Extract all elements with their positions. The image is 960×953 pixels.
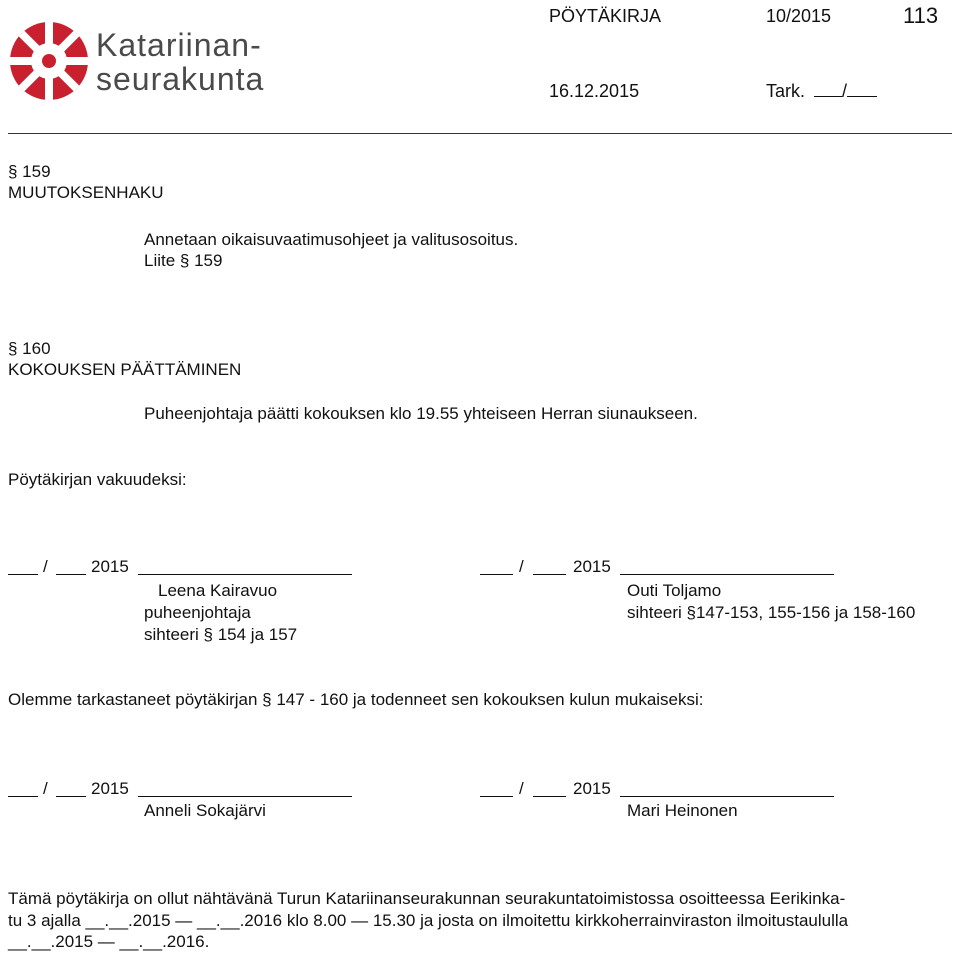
reviewer-2-name: Mari Heinonen bbox=[627, 801, 738, 820]
review-month-blank-right bbox=[533, 796, 566, 797]
section-159-attachment: Liite § 159 bbox=[144, 251, 223, 270]
review-month-blank bbox=[56, 796, 86, 797]
review-day-blank bbox=[8, 796, 38, 797]
section-159-title: MUUTOKSENHAKU bbox=[8, 183, 164, 202]
check-separator: / bbox=[842, 81, 848, 101]
section-159-number: § 159 bbox=[8, 162, 51, 181]
review-year-right: 2015 bbox=[573, 779, 611, 798]
section-160-body: Puheenjohtaja päätti kokouksen klo 19.55 yhteiseen Herran siunaukseen. bbox=[144, 404, 698, 423]
notice-line-2: tu 3 ajalla __.__.2015 — __.__.2016 klo 8.00 — 15.30 ja josta on ilmoitettu kirkkoherrainviraston ilmoitustaululla bbox=[8, 911, 849, 930]
signature-line-secretary bbox=[620, 574, 834, 575]
review-date-sep-right: / bbox=[519, 779, 524, 798]
check-initial-blank-2 bbox=[847, 80, 877, 97]
review-date-sep: / bbox=[43, 779, 48, 798]
doc-date: 16.12.2015 bbox=[549, 81, 640, 101]
doc-type: PÖYTÄKIRJA bbox=[549, 6, 662, 26]
sign-year-right: 2015 bbox=[573, 557, 611, 576]
chair-name: Leena Kairavuo bbox=[158, 581, 278, 600]
parish-emblem-icon bbox=[6, 20, 92, 102]
sign-year: 2015 bbox=[91, 557, 129, 576]
sign-date-sep-right: / bbox=[519, 557, 524, 576]
signatures-heading: Pöytäkirjan vakuudeksi: bbox=[8, 470, 187, 489]
notice-line-1: Tämä pöytäkirja on ollut nähtävänä Turun Katariinanseurakunnan seurakuntatoimistossa osoitteessa Eerikinka- bbox=[8, 889, 846, 908]
signature-line-reviewer-1 bbox=[138, 796, 352, 797]
section-160-title: KOKOUKSEN PÄÄTTÄMINEN bbox=[8, 360, 242, 379]
chair-role: puheenjohtaja bbox=[144, 603, 251, 622]
sign-day-blank-right bbox=[480, 574, 513, 575]
signature-line-chair bbox=[138, 574, 352, 575]
doc-number: 10/2015 bbox=[766, 6, 832, 26]
check-initial-blank-1 bbox=[814, 80, 842, 97]
header-divider bbox=[8, 133, 952, 134]
chair-role-secretary: sihteeri § 154 ja 157 bbox=[144, 625, 298, 644]
sign-date-sep: / bbox=[43, 557, 48, 576]
sign-day-blank bbox=[8, 574, 38, 575]
review-day-blank-right bbox=[480, 796, 513, 797]
parish-name-line2: seurakunta bbox=[96, 61, 265, 97]
section-159-body: Annetaan oikaisuvaatimusohjeet ja valitusosoitus. bbox=[144, 230, 519, 249]
sign-month-blank-right bbox=[533, 574, 566, 575]
signature-line-reviewer-2 bbox=[620, 796, 834, 797]
page-number: 113 bbox=[903, 3, 939, 28]
secretary-role: sihteeri §147-153, 155-156 ja 158-160 bbox=[627, 603, 916, 622]
section-160-number: § 160 bbox=[8, 339, 51, 358]
check-label: Tark. bbox=[766, 81, 806, 101]
reviewer-1-name: Anneli Sokajärvi bbox=[144, 801, 266, 820]
parish-name-line1: Katariinan- bbox=[96, 27, 262, 63]
notice-line-3: __.__.2015 — __.__.2016. bbox=[8, 932, 210, 951]
check-field bbox=[766, 80, 877, 102]
secretary-name: Outi Toljamo bbox=[627, 581, 722, 600]
review-year: 2015 bbox=[91, 779, 129, 798]
sign-month-blank bbox=[56, 574, 86, 575]
parish-name bbox=[96, 28, 264, 96]
review-statement: Olemme tarkastaneet pöytäkirjan § 147 - 160 ja todenneet sen kokouksen kulun mukaiseksi: bbox=[8, 690, 704, 709]
